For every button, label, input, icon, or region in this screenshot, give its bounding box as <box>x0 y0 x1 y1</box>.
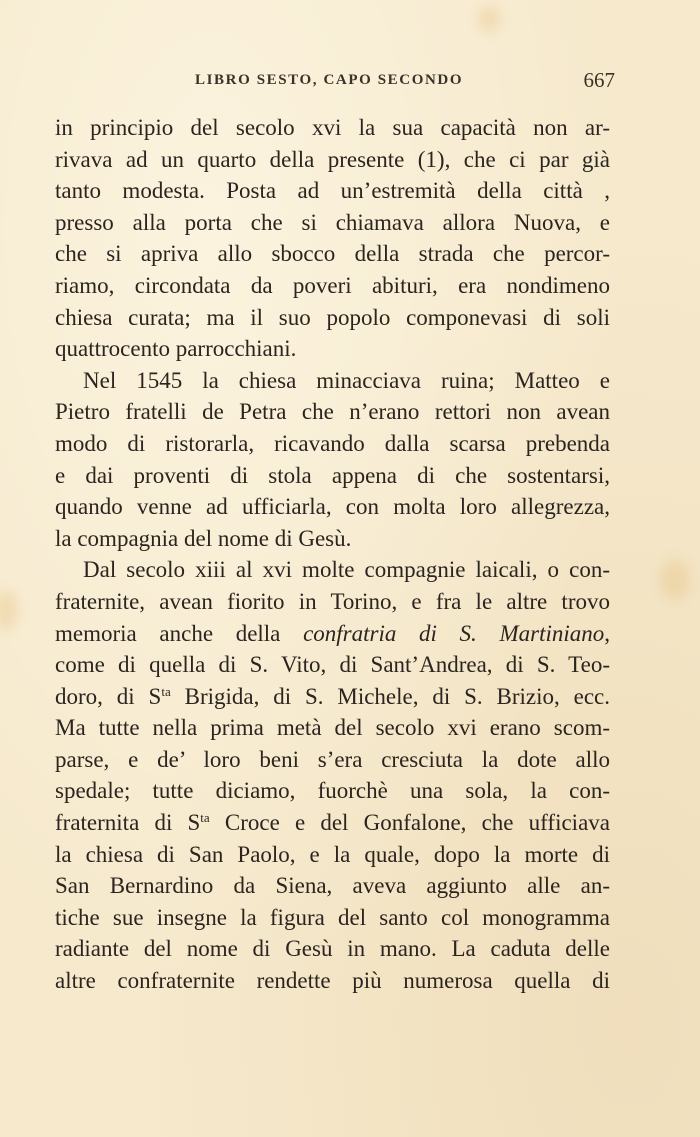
text-line: altre confraternite rendette più numerosa quella di <box>55 968 610 994</box>
text-line: spedale; tutte diciamo, fuorchè una sola, la con- <box>55 778 610 804</box>
paper-stain <box>0 590 18 630</box>
page-number: 667 <box>583 68 615 92</box>
text-line: la chiesa di San Paolo, e la quale, dopo la morte di <box>55 841 610 867</box>
text-line: tiche sue insegne la figura del santo col monogramma <box>55 904 610 930</box>
text-line: modo di ristorarla, ricavando dalla scarsa prebenda <box>55 430 610 456</box>
paper-stain <box>478 6 500 32</box>
text-line <box>55 807 610 839</box>
text-segment: Croce e del Gonfalone, che ufficiava <box>209 810 610 836</box>
text-line: rivava ad un quarto della presente (1), che ci par già <box>55 146 610 172</box>
text-line: radiante del nome di Gesù in mano. La caduta delle <box>55 936 610 962</box>
body-text <box>55 112 610 997</box>
text-line: Nel 1545 la chiesa minacciava ruina; Matteo e <box>83 367 610 393</box>
text-line: San Bernardino da Siena, aveva aggiunto alle an- <box>55 873 610 899</box>
text-line: parse, e de’ loro beni s’era cresciuta la dote allo <box>55 746 610 772</box>
text-line: presso alla porta che si chiamava allora Nuova, e <box>55 209 610 235</box>
text-segment: fraternita di S <box>55 810 201 836</box>
text-segment: , <box>604 620 610 646</box>
text-line: la compagnia del nome di Gesù. <box>55 525 352 551</box>
text-line <box>55 681 610 713</box>
text-segment: doro, di S <box>55 683 162 709</box>
paper-stain <box>660 560 690 600</box>
text-line: e dai proventi di stola appena di che sostentarsi, <box>55 462 610 488</box>
text-line: Dal secolo xiii al xvi molte compagnie laicali, o con- <box>83 557 610 583</box>
text-line: in principio del secolo xvi la sua capacità non ar- <box>55 115 610 140</box>
text-line: come di quella di S. Vito, di Sant’Andrea, di S. Teo- <box>55 652 610 678</box>
text-line: che si apriva allo sbocco della strada che percor- <box>55 241 610 267</box>
text-segment: Brigida, di S. Michele, di S. Brizio, ecc. <box>170 683 611 709</box>
running-title: LIBRO SESTO, CAPO SECONDO <box>195 72 464 88</box>
text-line: riamo, circondata da poveri abituri, era nondimeno <box>55 272 610 298</box>
text-line: Ma tutte nella prima metà del secolo xvi erano scom- <box>55 715 610 741</box>
text-line <box>55 618 610 650</box>
text-line: chiesa curata; ma il suo popolo componevasi di soli <box>55 304 610 330</box>
text-line: Pietro fratelli de Petra che n’erano rettori non avean <box>55 399 610 425</box>
superscript: ta <box>200 810 210 826</box>
superscript: ta <box>161 683 171 699</box>
text-line: tanto modesta. Posta ad un’estremità della città , <box>55 178 610 204</box>
text-segment: memoria anche della <box>55 620 304 646</box>
text-line: quando venne ad ufficiarla, con molta loro allegrezza, <box>55 494 610 520</box>
italic-name: confratria di S. Martiniano <box>303 620 605 646</box>
text-line: quattrocento parrocchiani. <box>55 336 297 362</box>
page-header <box>195 68 615 96</box>
text-line: fraternite, avean fiorito in Torino, e fra le altre trovo <box>55 588 610 614</box>
